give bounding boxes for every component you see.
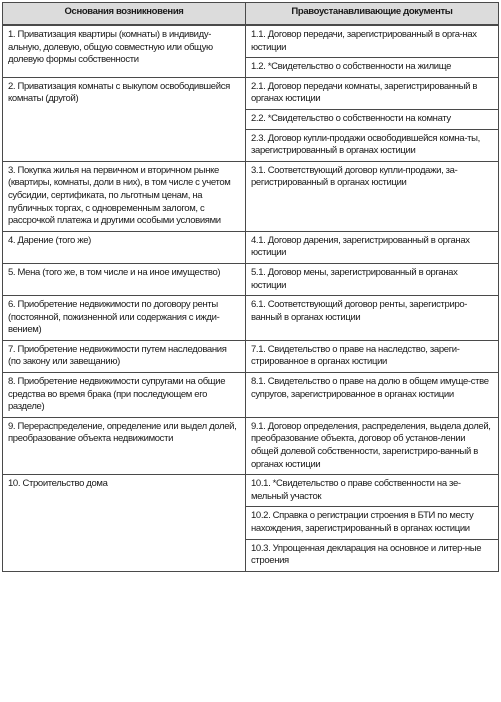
table-row — [3, 417, 499, 474]
table-header-row — [3, 3, 499, 26]
document-cell: 8.1. Свидетельство о праве на долю в общем имуще-стве супругов, зарегистрированное в органах юстиции — [246, 373, 499, 418]
table-row — [3, 263, 499, 295]
ground-cell: 1. Приватизация квартиры (комнаты) в индивиду-альную, долевую, общую совместную или общую долевую формы собственности — [3, 25, 246, 77]
document-cell: 6.1. Соответствующий договор ренты, зарегистриро-ванный в органах юстиции — [246, 296, 499, 341]
ground-cell: 8. Приобретение недвижимости супругами на общие средства во время брака (при последующем его разделе) — [3, 373, 246, 418]
table-row — [3, 340, 499, 372]
ownership-documents-table-container — [2, 2, 498, 572]
document-cell: 1.2. *Свидетельство о собственности на жилище — [246, 58, 499, 78]
table-row — [3, 161, 499, 231]
document-cell: 2.1. Договор передачи комнаты, зарегистрированный в органах юстиции — [246, 77, 499, 109]
table-body — [3, 25, 499, 571]
document-cell: 1.1. Договор передачи, зарегистрированный в орга-нах юстиции — [246, 25, 499, 58]
document-cell: 3.1. Соответствующий договор купли-продажи, за-регистрированный в органах юстиции — [246, 161, 499, 231]
ground-cell: 10. Строительство дома — [3, 475, 246, 572]
ownership-documents-table — [2, 2, 499, 572]
table-row — [3, 25, 499, 58]
document-cell: 5.1. Договор мены, зарегистрированный в органах юстиции — [246, 263, 499, 295]
document-cell: 2.2. *Свидетельство о собственности на комнату — [246, 109, 499, 129]
document-cell: 10.2. Справка о регистрации строения в БТИ по месту нахождения, зарегистрированный в органах юстиции — [246, 507, 499, 539]
ground-cell: 5. Мена (того же, в том числе и на иное имущество) — [3, 263, 246, 295]
ground-cell: 7. Приобретение недвижимости путем наследования (по закону или завещанию) — [3, 340, 246, 372]
header-documents: Правоустанавливающие документы — [246, 3, 499, 26]
header-grounds: Основания возникновения — [3, 3, 246, 26]
ground-cell: 4. Дарение (того же) — [3, 231, 246, 263]
ground-cell: 2. Приватизация комнаты с выкупом освободившейся комнаты (другой) — [3, 77, 246, 161]
table-row — [3, 373, 499, 418]
ground-cell: 6. Приобретение недвижимости по договору ренты (постоянной, пожизненной или содержания с ижди-вением) — [3, 296, 246, 341]
document-cell: 4.1. Договор дарения, зарегистрированный в органах юстиции — [246, 231, 499, 263]
document-cell: 7.1. Свидетельство о праве на наследство, зареги-стрированное в органах юстиции — [246, 340, 499, 372]
document-cell: 10.3. Упрощенная декларация на основное и литер-ные строения — [246, 539, 499, 571]
document-cell: 9.1. Договор определения, распределения, выдела долей, преобразование объекта, договор об установ-лении общей долевой собственности, зарегистриро-ванный в органах юстиции — [246, 417, 499, 474]
document-cell: 2.3. Договор купли-продажи освободившейся комна-ты, зарегистрированный в органах юстиции — [246, 129, 499, 161]
ground-cell: 3. Покупка жилья на первичном и вторичном рынке (квартиры, комнаты, доли в них), в том числе с учетом субсидии, сертификата, по льготным ценам, на публичных торгах, с одновременным залогом, с рассрочкой платежа и другими особыми условиями — [3, 161, 246, 231]
table-row — [3, 296, 499, 341]
document-cell: 10.1. *Свидетельство о праве собственности на зе-мельный участок — [246, 475, 499, 507]
table-row — [3, 77, 499, 109]
table-row — [3, 475, 499, 507]
ground-cell: 9. Перераспределение, определение или выдел долей, преобразование объекта недвижимости — [3, 417, 246, 474]
table-row — [3, 231, 499, 263]
